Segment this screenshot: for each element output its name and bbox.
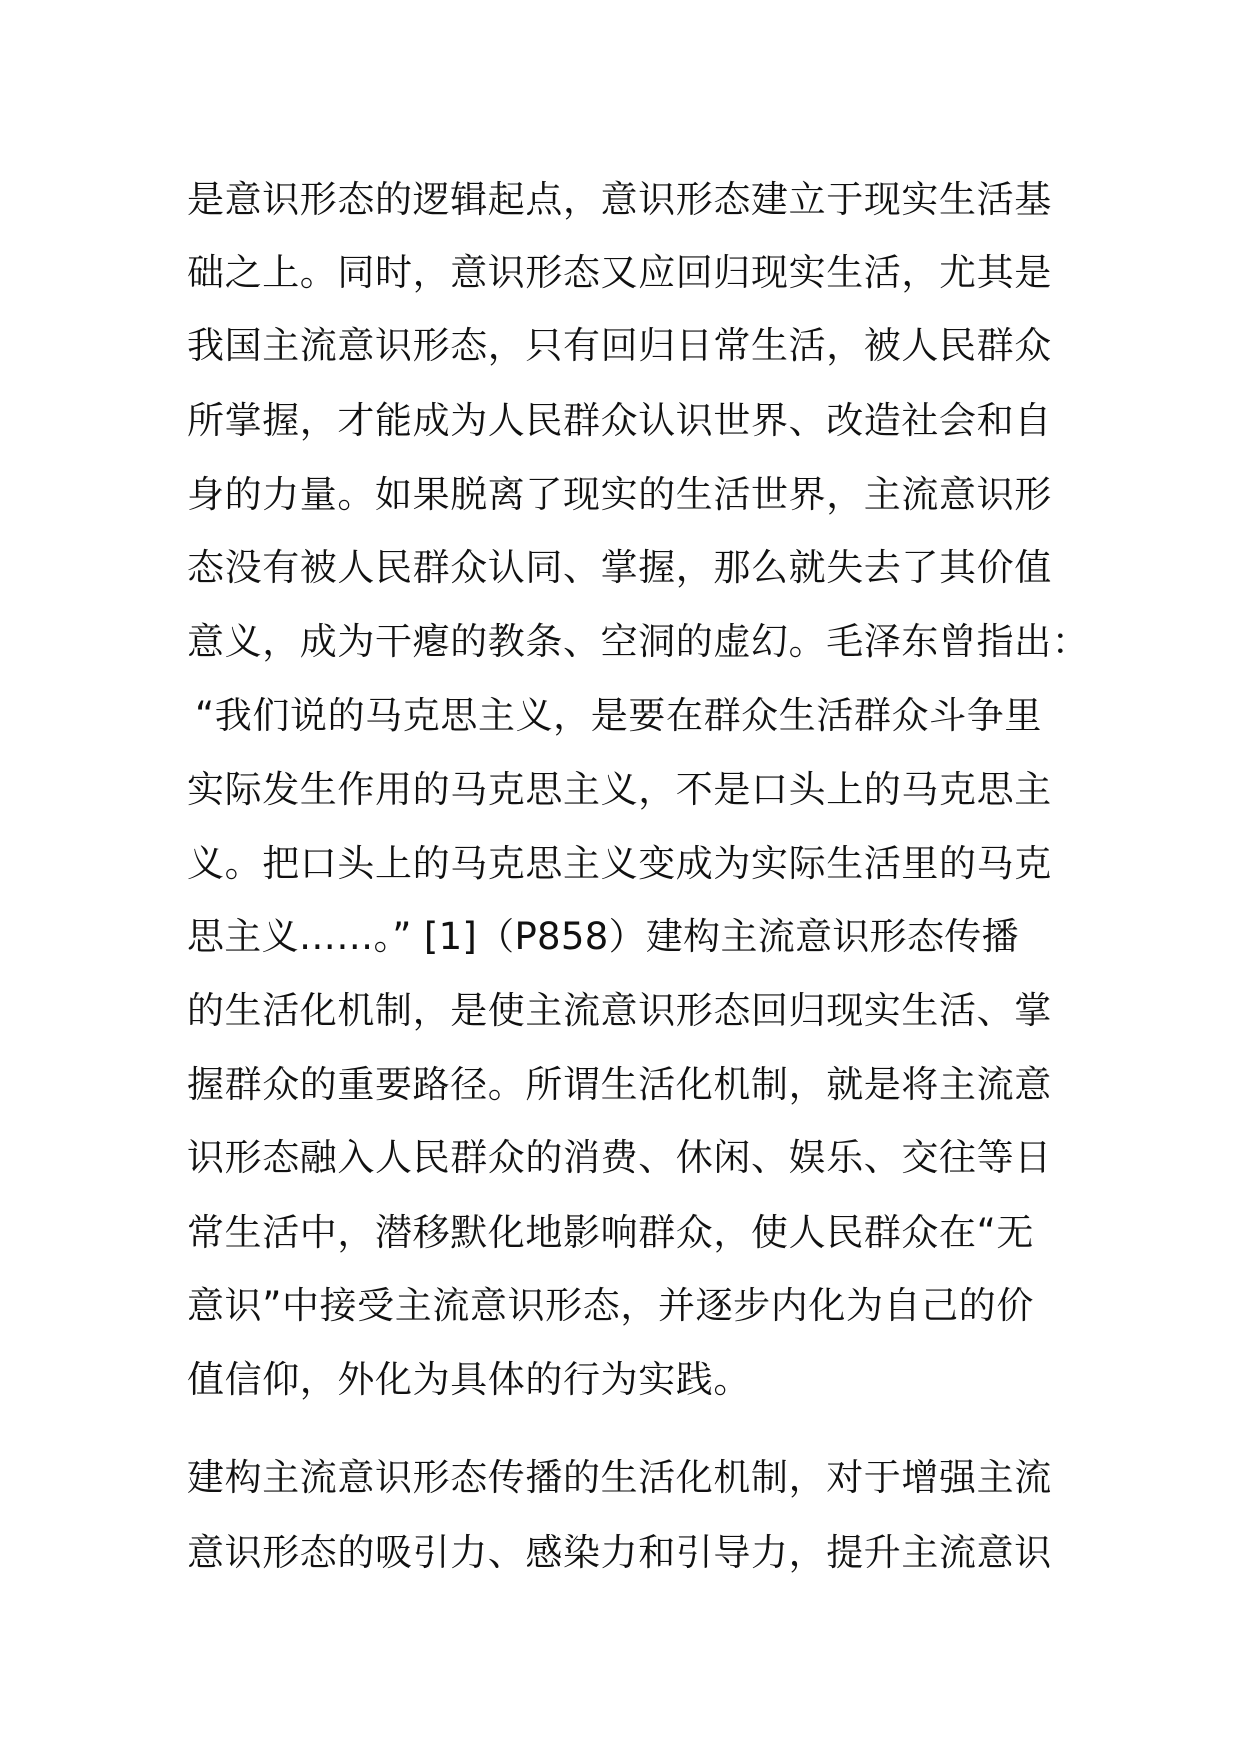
text-line: 意义，成为干瘪的教条、空洞的虚幻。毛泽东曾指出： bbox=[187, 620, 1090, 663]
text-line: 建构主流意识形态传播的生活化机制，对于增强主流 bbox=[187, 1456, 1052, 1499]
text-line: “我们说的马克思主义，是要在群众生活群众斗争里 bbox=[195, 694, 1042, 737]
text-line: 值信仰，外化为具体的行为实践。 bbox=[187, 1358, 751, 1401]
text-line: 常生活中，潜移默化地影响群众，使人民群众在“无 bbox=[187, 1211, 1034, 1254]
text-line: 握群众的重要路径。所谓生活化机制，就是将主流意 bbox=[187, 1063, 1052, 1106]
text-line: 是意识形态的逻辑起点，意识形态建立于现实生活基 bbox=[187, 178, 1052, 221]
text-line: 的生活化机制，是使主流意识形态回归现实生活、掌 bbox=[187, 989, 1052, 1032]
text-line: 我国主流意识形态，只有回归日常生活，被人民群众 bbox=[187, 324, 1052, 367]
text-line: 所掌握，才能成为人民群众认识世界、改造社会和自 bbox=[187, 399, 1052, 442]
text-line: 身的力量。如果脱离了现实的生活世界，主流意识形 bbox=[187, 473, 1052, 516]
text-line: 础之上。同时，意识形态又应回归现实生活，尤其是 bbox=[187, 251, 1052, 294]
text-line: 义。把口头上的马克思主义变成为实际生活里的马克 bbox=[187, 842, 1052, 885]
text-line: 思主义……。” [1]（P858）建构主流意识形态传播 bbox=[187, 915, 1019, 958]
text-line: 意识形态的吸引力、感染力和引导力，提升主流意识 bbox=[187, 1531, 1052, 1574]
text-line: 实际发生作用的马克思主义，不是口头上的马克思主 bbox=[187, 768, 1052, 811]
text-line: 态没有被人民群众认同、掌握，那么就失去了其价值 bbox=[187, 546, 1052, 589]
text-line: 意识”中接受主流意识形态，并逐步内化为自己的价 bbox=[187, 1284, 1034, 1327]
text-line: 识形态融入人民群众的消费、休闲、娱乐、交往等日 bbox=[187, 1136, 1052, 1179]
